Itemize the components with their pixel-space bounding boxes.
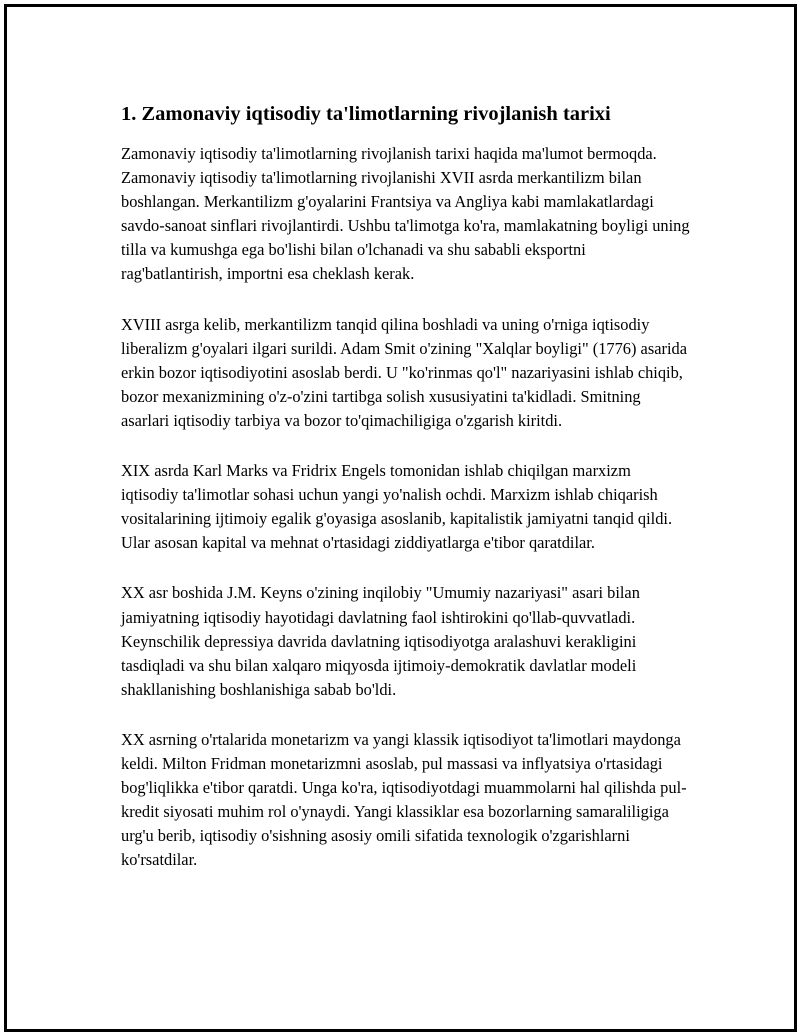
document-body <box>121 101 691 898</box>
paragraph-monetarism: XX asrning o'rtalarida monetarizm va yangi klassik iqtisodiyot ta'limotlari maydonga keldi. Milton Fridman monetarizmni asoslab, pul massasi va inflyatsiya o'rtasidagi bog'liqlikka e'tibor qaratdi. Unga ko'ra, iqtisodiyotdagi muammolarni hal qilishda pul-kredit siyosati muhim rol o'ynaydi. Yangi klassiklar esa bozorlarning samaraliligiga urg'u berib, iqtisodiy o'sishning asosiy omili sifatida texnologik o'zgarishlarni ko'rsatdilar. <box>121 729 687 870</box>
page-frame <box>4 4 797 1032</box>
paragraph-mercantilism: Zamonaviy iqtisodiy ta'limotlarning rivojlanish tarixi haqida ma'lumot bermoqda. Zamonaviy iqtisodiy ta'limotlarning rivojlanishi XVII asrda merkantilizm bilan boshlangan. Merkantilizm g'oyalarini Frantsiya va Angliya kabi mamlakatlardagi savdo-sanoat sinflari rivojlantirdi. Ushbu ta'limotga ko'ra, mamlakatning boyligi uning tilla va kumushga ega bo'lishi bilan o'lchanadi va shu sababli eksportni rag'batlantirish, importni esa cheklash kerak. <box>121 144 690 284</box>
paragraph-keynesianism: XX asr boshida J.M. Keyns o'zining inqilobiy "Umumiy nazariyasi" asari bilan jamiyatning iqtisodiy hayotidagi davlatning faol ishtirokini qo'llab-quvvatladi. Keynschilik depressiya davrida davlatning iqtisodiyotga aralashuvi kerakligini tasdiqladi va shu bilan xalqaro miqyosda ijtimoiy-demokratik davlatlar modeli shakllanishing boshlanishiga sabab bo'ldi. <box>121 583 640 699</box>
section-heading: 1. Zamonaviy iqtisodiy ta'limotlarning rivojlanish tarixi <box>121 103 611 125</box>
paragraph-liberalism: XVIII asrga kelib, merkantilizm tanqid qilina boshladi va uning o'rniga iqtisodiy liberalizm g'oyalari ilgari surildi. Adam Smit o'zining "Xalqlar boyligi" (1776) asarida erkin bozor iqtisodiyotini asoslab berdi. U "ko'rinmas qo'l" nazariyasini ishlab chiqib, bozor mexanizmining o'z-o'zini tartibga solish xususiyatini ta'kidladi. Smitning asarlari iqtisodiy tarbiya va bozor to'qimachiligiga o'zgarish kiritdi. <box>121 314 687 430</box>
paragraph-marxism: XIX asrda Karl Marks va Fridrix Engels tomonidan ishlab chiqilgan marxizm iqtisodiy ta'limotlar sohasi uchun yangi yo'nalish ochdi. Marxizm ishlab chiqarish vositalarining ijtimoiy egalik g'oyasiga asoslanib, kapitalistik jamiyatni tanqid qildi. Ular asosan kapital va mehnat o'rtasidagi ziddiyatlarga e'tibor qaratdilar. <box>121 461 673 553</box>
